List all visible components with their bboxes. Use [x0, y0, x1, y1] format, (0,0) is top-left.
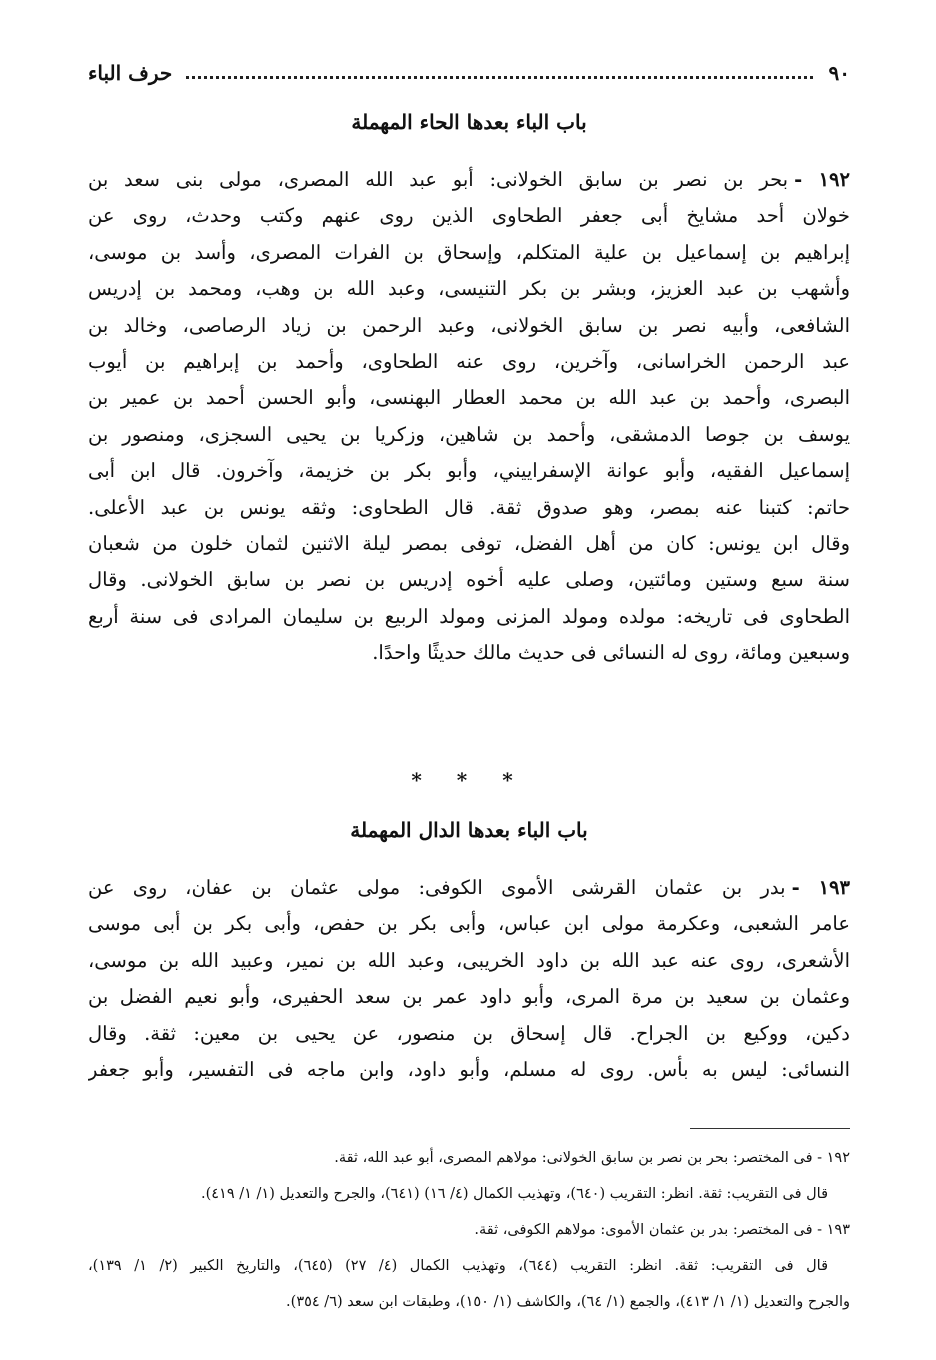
entry-line: إبراهيم بن إسماعيل بن علية المتكلم، وإسحاق بن الفرات المصرى، وأسد بن موسى، [88, 240, 850, 264]
entry-line: سنة سبع وستين ومائتين، وصلى عليه أخوه إدريس بن نصر بن سابق الخولانى. وقال [88, 568, 850, 592]
entry-line: الأشعرى، روى عنه عبد الله بن داود الخريبى، وعبد الله بن نمير، وعبيد الله بن موسى، [88, 948, 850, 972]
entry-line: دكين، ووكيع بن الجراح. قال إسحاق بن منصور، عن يحيى بن معين: ثقة. وقال [88, 1021, 850, 1045]
entry-line: وأشهب بن عبد العزيز، وبشر بن بكر التنيسى، وعبد الله بن وهب، ومحمد بن إدريس [88, 277, 850, 301]
entry-line: خولان أحد مشايخ أبى جعفر الطحاوى الذين روى عنهم وكتب وحدث، روى عن [88, 204, 850, 228]
entry-line: الطحاوى فى تاريخه: مولده ومولد المزنى ومولد الربيع بن سليمان المرادى فى سنة أربع [88, 604, 850, 628]
footnote: قال فى التقريب: ثقة. انظر: التقريب (٦٤٠)، وتهذيب الكمال (٤/ ١٦) (٦٤١)، والجرح والتعديل (١/ ١/ ٤١٩). [200, 1186, 828, 1202]
entry-number: ١٩٢ - [794, 168, 850, 191]
footnotes [88, 1140, 850, 1320]
dotted-leader [186, 76, 812, 79]
entry-number: ١٩٣ - [791, 876, 850, 899]
entry-line: عامر الشعبى، وعكرمة مولى ابن عباس، وأبى بكر بن حفص، وأبى بكر بن أبى موسى [88, 912, 850, 936]
footnote: ١٩٢ - فى المختصر: بحر بن نصر بن سابق الخولانى: مولاهم المصرى، أبو عبد الله، ثقة. [334, 1150, 850, 1166]
entry-line: يوسف بن جوصا الدمشقى، وأحمد بن شاهين، وزكريا بن يحيى السجزى، ومنصور بن [88, 422, 850, 446]
footnote-divider [690, 1128, 850, 1129]
entry-line: ١٩٢ -بحر بن نصر بن سابق الخولانى: أبو عبد الله المصرى، مولى بنى سعد بن [88, 168, 850, 191]
book-page [88, 40, 850, 1340]
entry-line: وقال ابن يونس: كان من أهل الفضل، توفى بمصر ليلة الاثنين لثمان خلون من شعبان [88, 532, 850, 556]
entry-line: وسبعين ومائة، روى له النسائى فى حديث مالك حديثًا واحدًا. [372, 641, 850, 665]
entry-192 [88, 162, 850, 672]
entry-193 [88, 870, 850, 1088]
entry-line: البصرى، وأحمد بن عبد الله بن محمد العطار البهنسى، وأبو الحسن أحمد بن عمير بن [88, 386, 850, 410]
page-number: ٩٠ [828, 61, 850, 85]
section-separator: * * * [411, 768, 527, 792]
chapter-title: حرف الباء [88, 61, 173, 85]
entry-line: الشافعى، وأبيه نصر بن سابق الخولانى، وعبد الرحمن بن زياد الرصاصى، وخالد بن [88, 313, 850, 337]
footnote: والجرح والتعديل (١/ ١/ ٤١٣)، والجمع (١/ ٦٤)، والكاشف (١/ ١٥٠)، وطبقات ابن سعد (٦/ ٣٥٤). [286, 1294, 850, 1310]
entry-line: إسماعيل الفقيه، وأبو عوانة الإسفراييني، وأبو بكر بن خزيمة، وآخرون. قال ابن أبى [88, 459, 850, 483]
section-heading-ha: باب الباء بعدها الحاء المهملة [351, 110, 587, 134]
entry-line: عبد الرحمن الخراسانى، وآخرين، روى عنه الطحاوى، وأحمد بن إبراهيم بن أيوب [88, 350, 850, 374]
footnote: ١٩٣ - فى المختصر: بدر بن عثمان الأموى: مولاهم الكوفى، ثقة. [474, 1222, 850, 1238]
section-heading-dal: باب الباء بعدها الدال المهملة [350, 818, 588, 842]
entry-line: حاتم: كتبنا عنه بمصر، وهو صدوق ثقة. قال الطحاوى: وثقه يونس بن عبد الأعلى. [88, 495, 850, 519]
entry-line: ١٩٣ -بدر بن عثمان القرشى الأموى الكوفى: مولى عثمان بن عفان، روى عن [88, 876, 850, 899]
entry-line: وعثمان بن سعيد بن مرة المرى، وأبو داود عمر بن سعد الحفيرى، وأبو نعيم الفضل بن [88, 985, 850, 1009]
footnote: قال فى التقريب: ثقة. انظر: التقريب (٦٤٤)، وتهذيب الكمال (٤/ ٢٧) (٦٤٥)، والتاريخ الكبير (٢/ ١/ ١٣٩)، [88, 1258, 828, 1274]
running-head [88, 58, 850, 88]
entry-line: النسائى: ليس به بأس. روى له مسلم، وأبو داود، وابن ماجه فى التفسير، وأبو جعفر [88, 1058, 850, 1082]
